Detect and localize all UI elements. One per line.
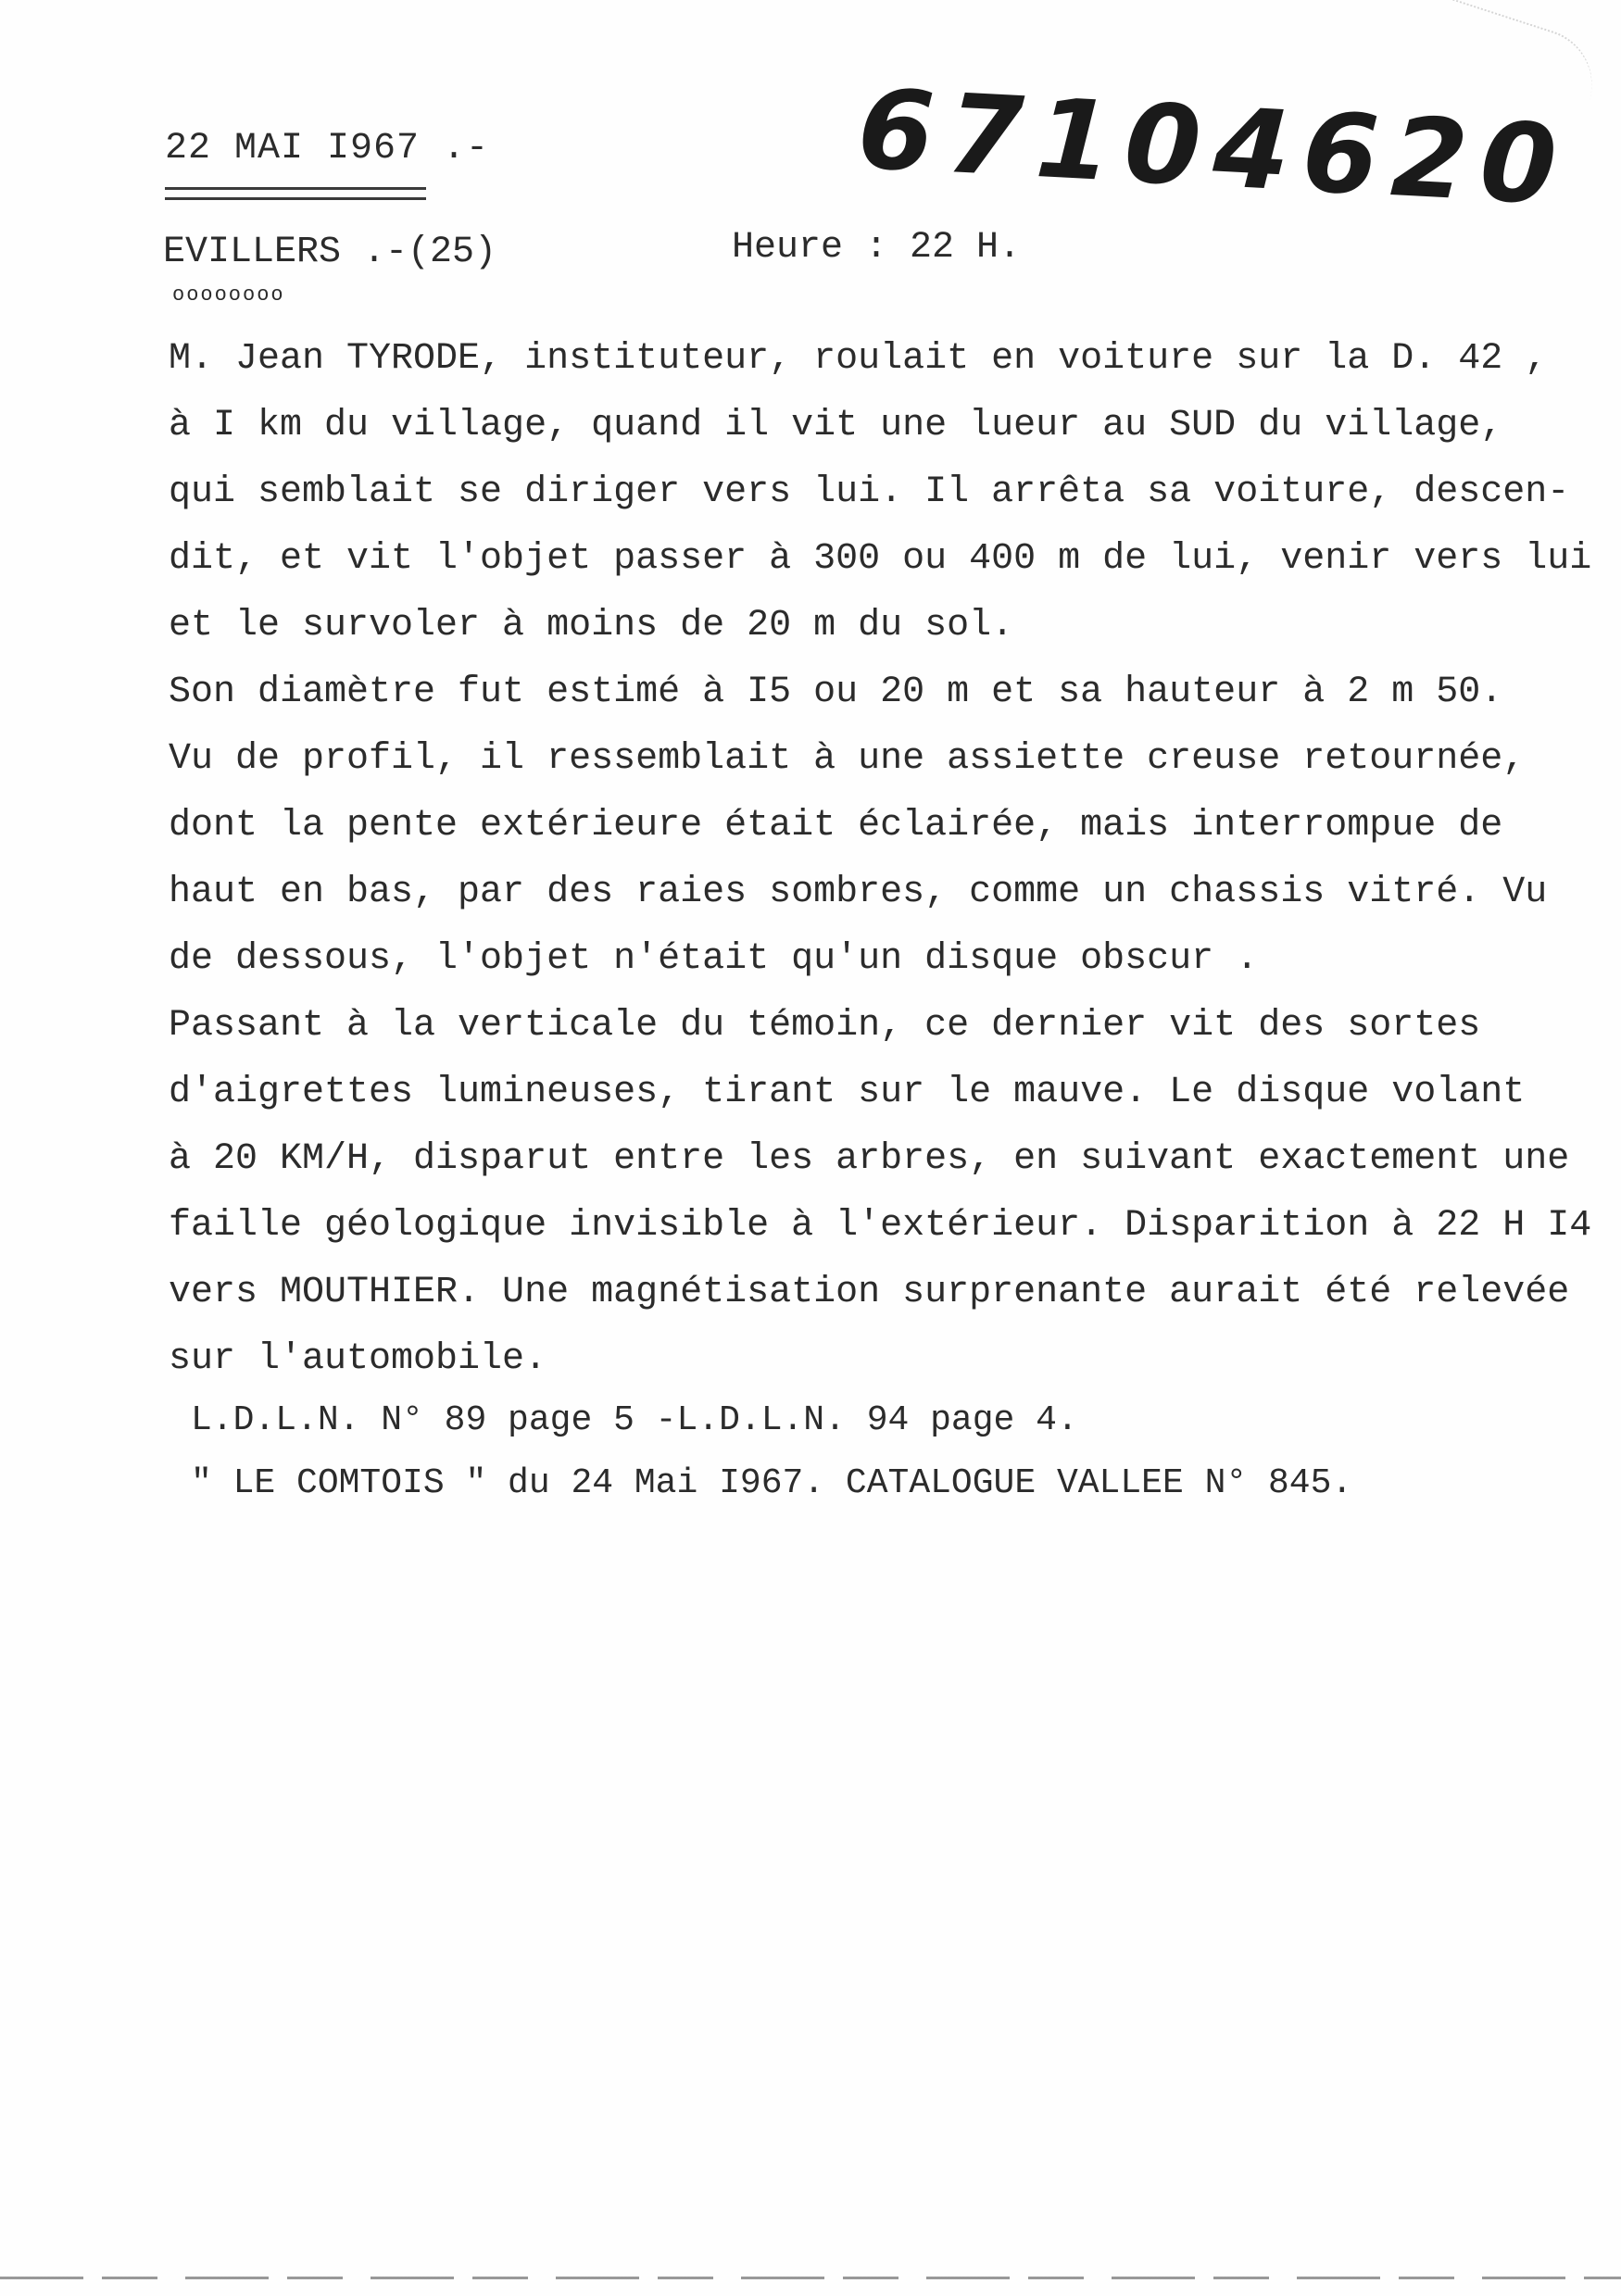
body-line: qui semblait se diriger vers lui. Il arrêta sa voiture, descen- — [169, 471, 1570, 513]
place-underline: oooooooo — [172, 283, 285, 307]
body-line: dit, et vit l'objet passer à 300 ou 400 m de lui, venir vers lui — [169, 538, 1592, 580]
reference-line: L.D.L.N. N° 89 page 5 -L.D.L.N. 94 page 4. — [191, 1400, 1078, 1440]
date-underline-bottom — [165, 197, 426, 200]
body-line: dont la pente extérieure était éclairée, mais interrompue de — [169, 805, 1503, 847]
date-underline-top — [165, 187, 426, 190]
place-name: EVILLERS .-(25) — [163, 232, 497, 273]
body-line: et le survoler à moins de 20 m du sol. — [169, 605, 1014, 646]
body-line: haut en bas, par des raies sombres, comme un chassis vitré. Vu — [169, 872, 1548, 913]
body-line: Son diamètre fut estimé à I5 ou 20 m et sa hauteur à 2 m 50. — [169, 671, 1503, 713]
reference-line: " LE COMTOIS " du 24 Mai I967. CATALOGUE VALLEE N° 845. — [191, 1463, 1353, 1503]
body-line: Vu de profil, il ressemblait à une assiette creuse retournée, — [169, 738, 1526, 780]
body-line: à 20 KM/H, disparut entre les arbres, en suivant exactement une — [169, 1138, 1570, 1180]
body-line: faille géologique invisible à l'extérieur. Disparition à 22 H I4 — [169, 1205, 1592, 1247]
report-date: 22 MAI I967 .- — [165, 128, 490, 169]
body-line: M. Jean TYRODE, instituteur, roulait en voiture sur la D. 42 , — [169, 338, 1548, 380]
bottom-edge-rule — [0, 2277, 1621, 2279]
references — [191, 1389, 1352, 1515]
body-line: d'aigrettes lumineuses, tirant sur le mauve. Le disque volant — [169, 1072, 1526, 1113]
case-number-stamp: 67104620 — [854, 65, 1573, 231]
body-line: vers MOUTHIER. Une magnétisation surprenante aurait été relevée — [169, 1272, 1570, 1313]
body-line: de dessous, l'objet n'était qu'un disque obscur . — [169, 938, 1259, 980]
report-body — [169, 326, 1595, 1393]
body-line: à I km du village, quand il vit une lueur au SUD du village, — [169, 405, 1503, 446]
body-line: Passant à la verticale du témoin, ce dernier vit des sortes — [169, 1005, 1481, 1047]
body-line: sur l'automobile. — [169, 1338, 547, 1380]
report-hour: Heure : 22 H. — [732, 227, 1022, 269]
